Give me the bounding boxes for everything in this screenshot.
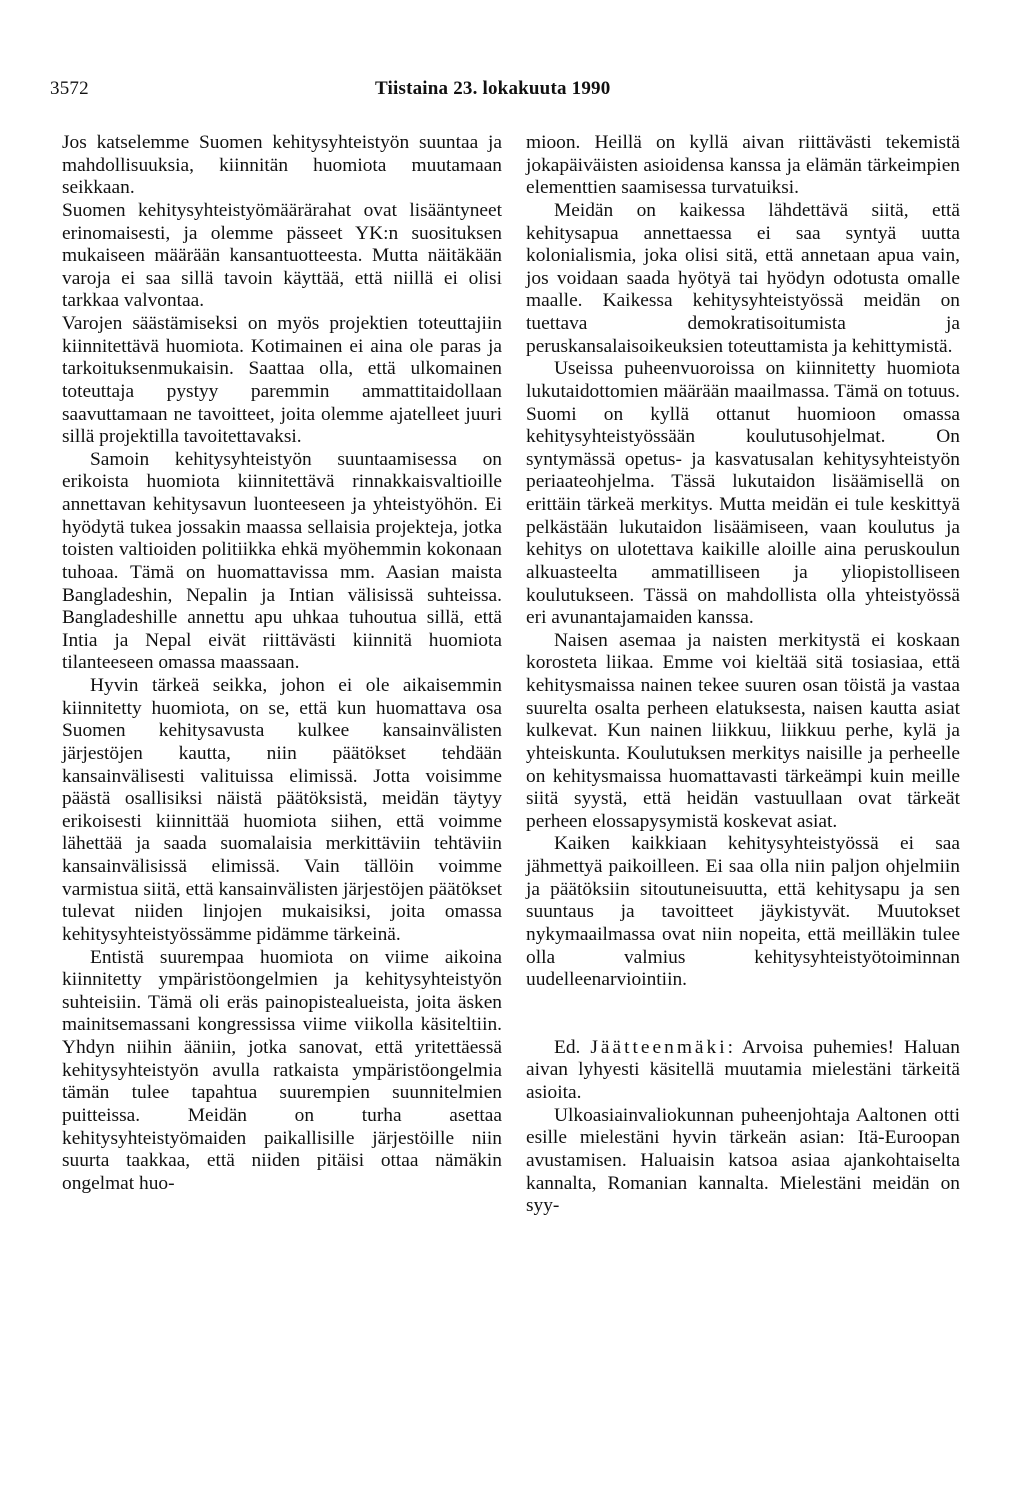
paragraph: Jos katselemme Suomen kehitysyhteistyön suuntaa ja mahdollisuuksia, kiinnitän huomiota muutamaan seikkaan. <box>62 132 502 199</box>
paragraph: Varojen säästämiseksi on myös projektien toteuttajiin kiinnitettävä huomiota. Kotimainen ei aina ole paras ja tarkoituksenmukaisin. Saattaa olla, että ulkomainen toteuttaja pystyy paremmin ammattitaidollaan saavuttamaan ne tavoitteet, joita olemme ajatelleet juuri sillä projektilla tavoitettavaksi. <box>62 313 502 448</box>
paragraph: Suomen kehitysyhteistyömäärärahat ovat lisääntyneet erinomaisesti, ja olemme pässeet YK:n suosituksen mukaiseen määrään kansantuotteesta. Mutta näitäkään varoja ei saa sillä tavoin käyttää, että niillä ei olisi tarkkaa valvontaa. <box>62 199 502 312</box>
running-head: Tiistaina 23. lokakuuta 1990 <box>375 78 611 99</box>
paragraph: Hyvin tärkeä seikka, johon ei ole aikaisemmin kiinnitetty huomiota, on se, että kun huomattava osa Suomen kehitysavusta kulkee kansainvälisten järjestöjen kautta, niin päätökset tehdään kansainvälisesti valituissa elimissä. Jotta voisimme päästä osallisiksi näistä päätöksistä, meidän täytyy erikoisesti kiinnittää huomiota siihen, että voimme lähettää ja saada suomalaisia merkittäviin tehtäviin kansainvälisissä elimissä. Vain tällöin voimme varmistua siitä, että kansainvälisten järjestöjen päätökset tulevat niiden linjojen mukaisiksi, joita omassa kehitysyhteistyössämme pidämme tärkeinä. <box>62 675 502 945</box>
page-header <box>0 78 1024 102</box>
speaker-name: Jäätteenmäki <box>590 1036 728 1058</box>
paragraph: Ulkoasiainvaliokunnan puheenjohtaja Aaltonen otti esille mielestäni hyvin tärkeän asian: Itä-Euroopan avustamisen. Haluaisin katsoa asiaa ajankohtaiselta kannalta, Romanian kannalta. Mielestäni meidän on syy- <box>526 1104 960 1217</box>
paragraph: Naisen asemaa ja naisten merkitystä ei koskaan korosteta liikaa. Emme voi kieltää sitä tosiasiaa, että kehitysmaissa nainen tekee suuren osan töistä ja vastaa suurelta osalta perheen elatuksesta, naisen kautta asiat kulkevat. Kun nainen liikkuu, liikkuu perhe, kylä ja yhteiskunta. Koulutuksen merkitys naisille ja perheelle on kehitysmaissa huomattavasti tärkeämpi kuin meille siitä syystä, että heidän vastuullaan ovat tärkeät perheen elossapysymistä koskevat asiat. <box>526 629 960 832</box>
page-number: 3572 <box>50 78 89 99</box>
paragraph: Samoin kehitysyhteistyön suuntaamisessa on erikoista huomiota kiinnitettävä rinnakkaisvaltioille annettavan kehitysavun luonteeseen ja yhteistyöhön. Ei hyödytä tukea jossakin maassa sellaisia projekteja, jotka toisten valtioiden politiikka ehkä myöhemmin kokonaan tuhoaa. Tämä on huomattavissa mm. Aasian maista Bangladeshin, Nepalin ja Intian välisissä suhteissa. Bangladeshille annettu apu uhkaa tuhoutua sillä, että Intia ja Nepal eivät riittävästi kiinnitä huomiota tilanteeseen omassa maassaan. <box>62 448 502 674</box>
right-column <box>526 132 960 1218</box>
paragraph: mioon. Heillä on kyllä aivan riittävästi tekemistä jokapäiväisten asioidensa kanssa ja elämän tärkeimpien elementtien saamisessa turvatuiksi. <box>526 132 960 199</box>
paragraph: Entistä suurempaa huomiota on viime aikoina kiinnitetty ympäristöongelmien ja kehitysyhteistyön suhteisiin. Tämä oli eräs painopistealueista, joita äsken mainitsemassani kongressissa viime viikolla käsiteltiin. Yhdyn niihin ääniin, jotka sanovat, että yritettäessä kehitysyhteistyön avulla ratkaista ympäristöongelmia tämän tulee tapahtua suurempien suunnitelmien puitteissa. Meidän on turha asettaa kehitysyhteistyömaiden paikallisille järjestöille niin suurta taakkaa, että niiden pitäisi ottaa nämäkin ongelmat huo- <box>62 946 502 1194</box>
speaker-prefix: Ed. <box>554 1036 591 1058</box>
paragraph: Kaiken kaikkiaan kehitysyhteistyössä ei saa jähmettyä paikoilleen. Ei saa olla niin paljon ohjelmiin ja päätöksiin sitoutuneisuutta, että kehitysapu ja sen suuntaus ja tavoitteet jäykistyvät. Muutokset nykymaailmassa ovat niin nopeita, että meilläkin tulee olla valmius kehitysyhteistyötoiminnan uudelleenarviointiin. <box>526 833 960 991</box>
speaker-paragraph <box>526 1037 960 1105</box>
speaker-intro-text: : Arvoisa puhemies! Haluan aivan lyhyesti käsitellä muutamia mielestäni tärkeitä asioita. <box>526 1036 960 1103</box>
left-column <box>62 132 502 1195</box>
paragraph: Meidän on kaikessa lähdettävä siitä, että kehitysapua annettaessa ei saa syntyä uutta kolonialismia, joka olisi sitä, että annetaan apua vain, jos voidaan saada hyötyä tai hyödyn odotusta omalle maalle. Kaikessa kehitysyhteistyössä meidän on tuettava demokratisoitumista ja peruskansalaisoikeuksien toteuttamista ja kehittymistä. <box>526 199 960 357</box>
paragraph: Useissa puheenvuoroissa on kiinnitetty huomiota lukutaidottomien määrään maailmassa. Tämä on totuus. Suomi on kyllä ottanut huomioon omassa kehitysyhteistyössään koulutusohjelmat. On syntymässä opetus- ja kasvatusalan kehitysyhteistyön periaateohjelma. Tässä lukutaidon lisäämisellä on erittäin tärkeä merkitys. Mutta meidän ei tule keskittyä pelkästään lukutaidon lisäämiseen, vaan koulutus ja kehitys on ulotettava kaikille aloille aina peruskoulun alkuasteelta ammatilliseen ja yliopistolliseen koulutukseen. Tässä on mahdollista olla yhteistyössä eri avunantajamaiden kanssa. <box>526 358 960 629</box>
